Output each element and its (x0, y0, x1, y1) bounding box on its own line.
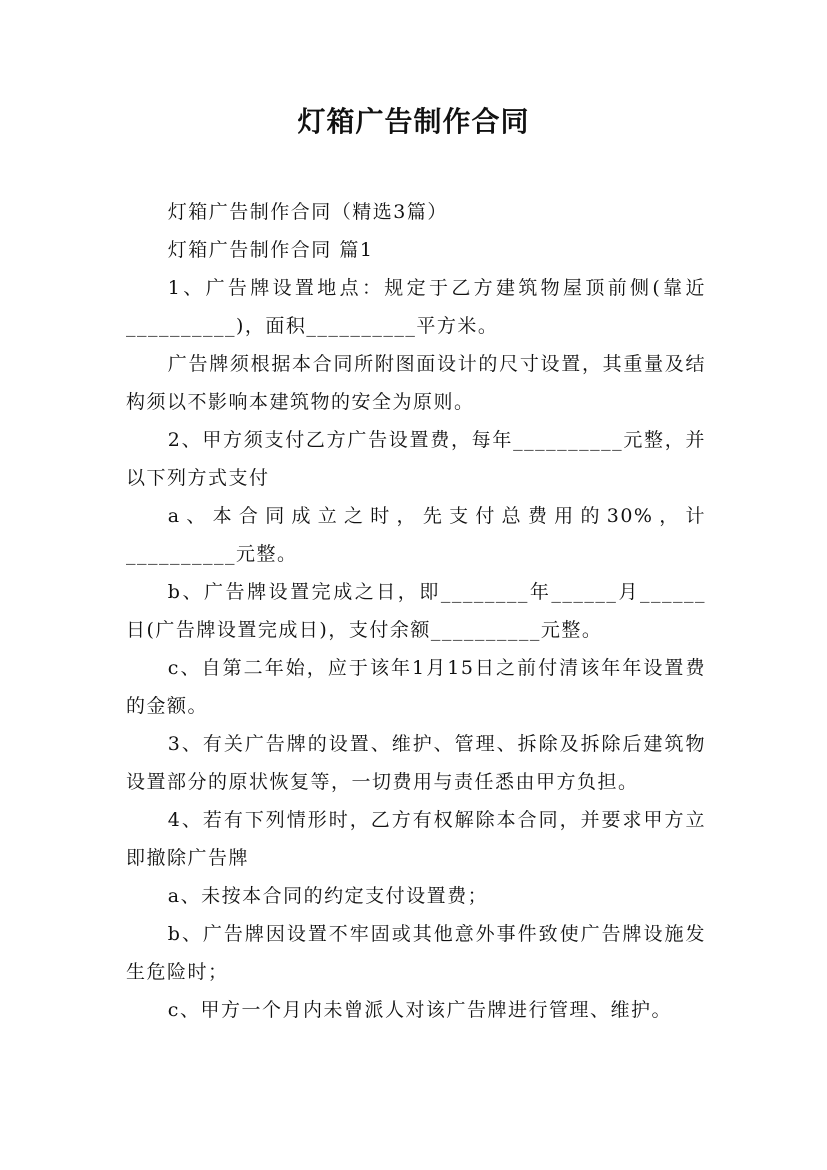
paragraph-clause-2c: c、自第二年始，应于该年1月15日之前付清该年年设置费的金额。 (126, 657, 706, 717)
paragraph-clause-4b: b、广告牌因设置不牢固或其他意外事件致使广告牌设施发生危险时； (126, 923, 706, 983)
paragraph-section-heading: 灯箱广告制作合同 篇1 (167, 239, 374, 261)
paragraph-clause-2: 2、甲方须支付乙方广告设置费，每年__________元整，并以下列方式支付 (126, 429, 706, 489)
paragraph-clause-4: 4、若有下列情形时，乙方有权解除本合同，并要求甲方立即撤除广告牌 (126, 809, 706, 869)
paragraph-clause-4c: c、甲方一个月内未曾派人对该广告牌进行管理、维护。 (167, 999, 672, 1021)
paragraph-clause-2a: a、本合同成立之时，先支付总费用的30%，计__________元整。 (126, 505, 706, 565)
paragraph-clause-4a: a、未按本合同的约定支付设置费； (167, 885, 489, 907)
paragraph-clause-1-note: 广告牌须根据本合同所附图面设计的尺寸设置，其重量及结构须以不影响本建筑物的安全为原则。 (126, 353, 706, 413)
document-title: 灯箱广告制作合同 (297, 105, 530, 138)
paragraph-clause-1: 1、广告牌设置地点：规定于乙方建筑物屋顶前侧(靠近__________)，面积__________平方米。 (126, 277, 706, 337)
document-body (126, 193, 706, 1029)
paragraph-clause-3: 3、有关广告牌的设置、维护、管理、拆除及拆除后建筑物设置部分的原状恢复等，一切费用与责任悉由甲方负担。 (126, 733, 706, 793)
paragraph-clause-2b: b、广告牌设置完成之日，即________年______月______日(广告牌设置完成日)，支付余额__________元整。 (126, 581, 706, 641)
paragraph-subtitle: 灯箱广告制作合同（精选3篇） (167, 201, 448, 223)
